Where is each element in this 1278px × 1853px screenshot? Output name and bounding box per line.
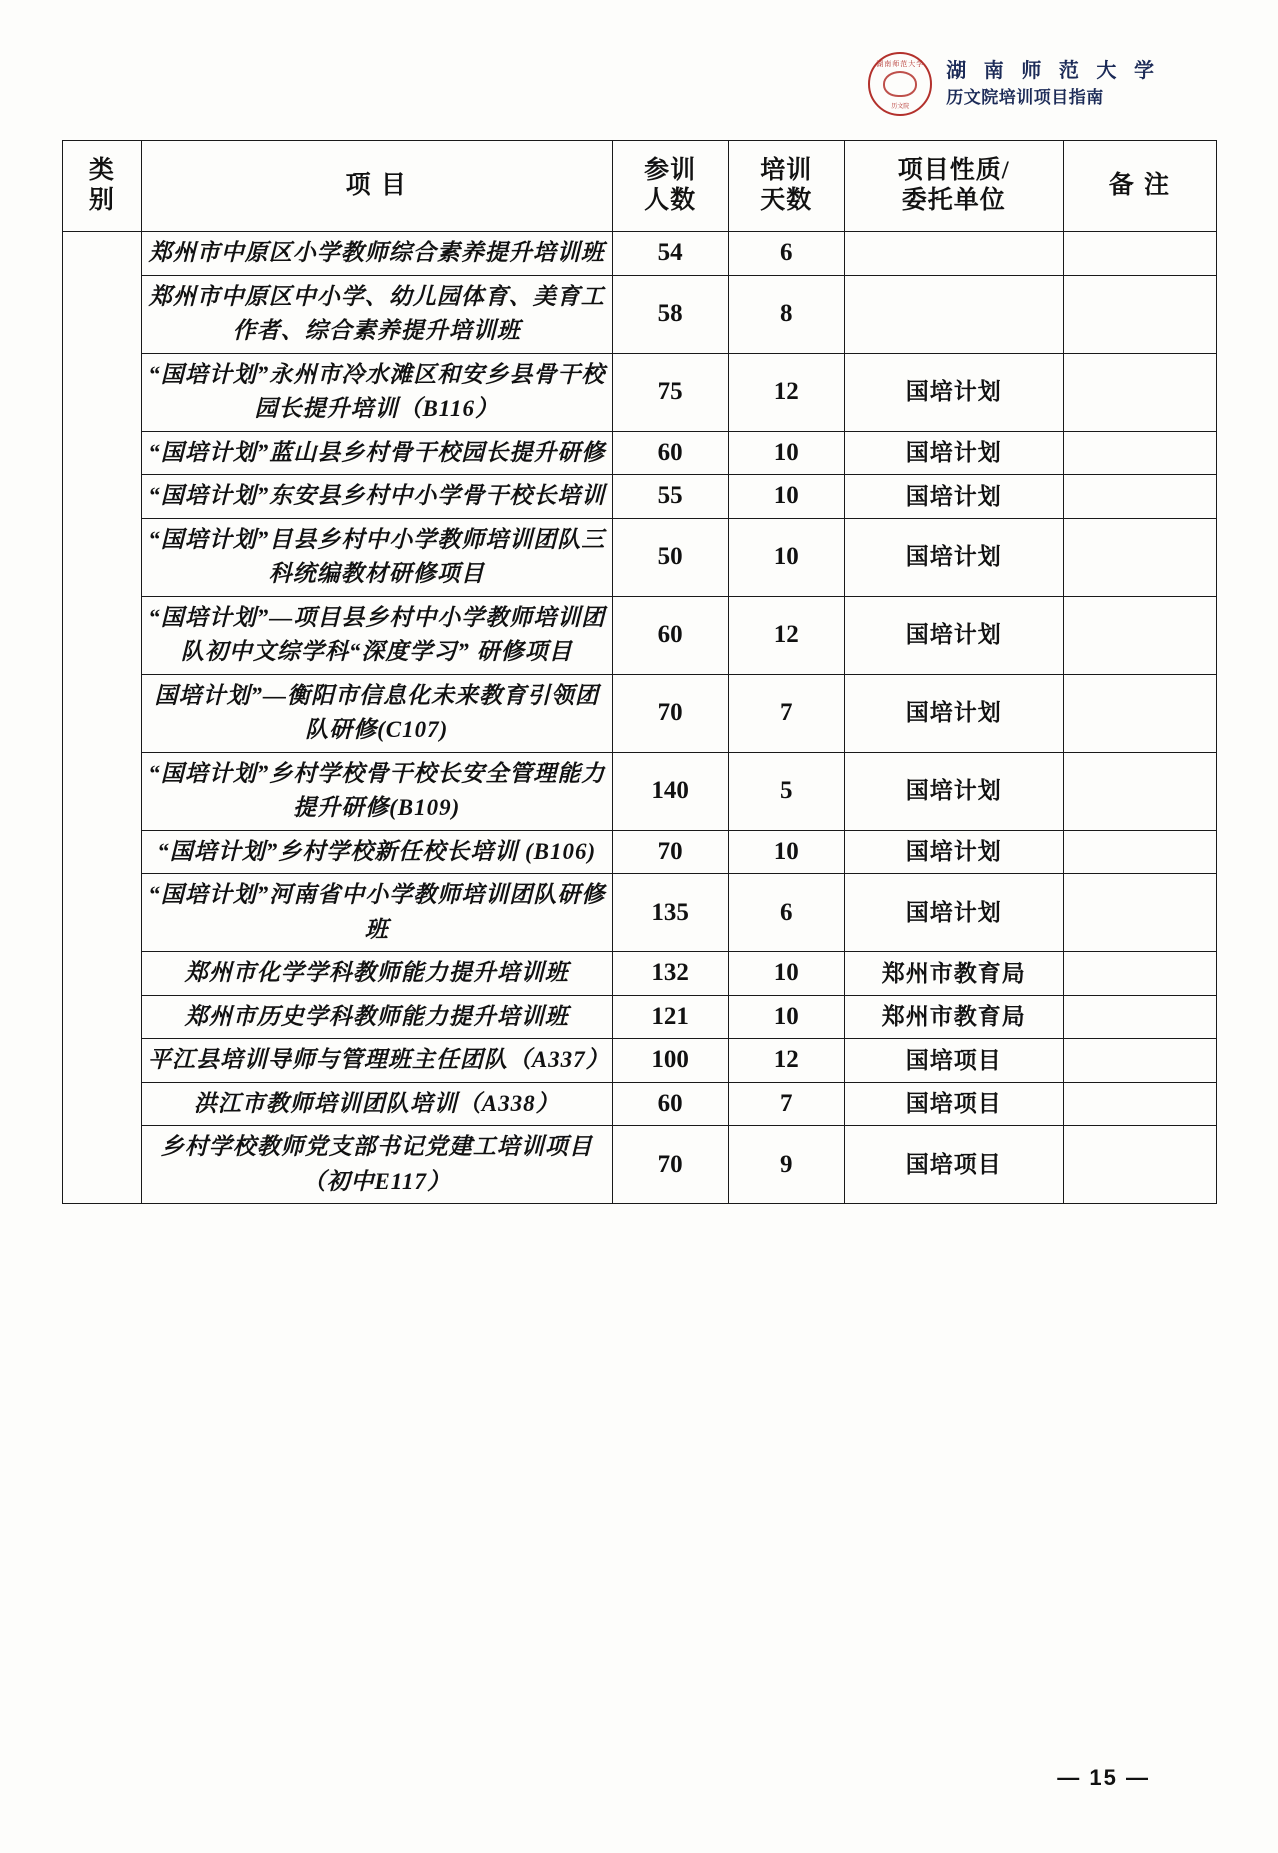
column-header-nature-line2: 委托单位 bbox=[901, 187, 1006, 214]
cell-trainees: 70 bbox=[612, 830, 728, 874]
cell-days: 5 bbox=[728, 752, 844, 830]
cell-project: “国培计划”东安县乡村中小学骨干校长培训 bbox=[141, 475, 612, 519]
cell-trainees: 54 bbox=[612, 232, 728, 276]
table-row bbox=[63, 596, 1217, 674]
table-row bbox=[63, 518, 1217, 596]
cell-project: 平江县培训导师与管理班主任团队（A337） bbox=[141, 1039, 612, 1083]
cell-project: 洪江市教师培训团队培训（A338） bbox=[141, 1082, 612, 1126]
cell-nature: 国培计划 bbox=[844, 752, 1063, 830]
page-number: — 15 — bbox=[1057, 1765, 1150, 1790]
cell-note bbox=[1063, 874, 1216, 952]
cell-trainees: 60 bbox=[612, 596, 728, 674]
cell-nature: 国培计划 bbox=[844, 674, 1063, 752]
table-row bbox=[63, 952, 1217, 996]
table-row bbox=[63, 674, 1217, 752]
organization-name: 湖 南 师 范 大 学 bbox=[946, 60, 1160, 83]
cell-days: 6 bbox=[728, 874, 844, 952]
cell-trainees: 70 bbox=[612, 1126, 728, 1204]
cell-trainees: 135 bbox=[612, 874, 728, 952]
cell-nature bbox=[844, 275, 1063, 353]
cell-note bbox=[1063, 1126, 1216, 1204]
table-row bbox=[63, 752, 1217, 830]
cell-nature: 国培项目 bbox=[844, 1039, 1063, 1083]
cell-project: 国培计划”—衡阳市信息化未来教育引领团队研修(C107) bbox=[141, 674, 612, 752]
cell-note bbox=[1063, 431, 1216, 475]
cell-project: “国培计划”—项目县乡村中小学教师培训团队初中文综学科“深度学习” 研修项目 bbox=[141, 596, 612, 674]
cell-nature: 郑州市教育局 bbox=[844, 995, 1063, 1039]
cell-trainees: 75 bbox=[612, 353, 728, 431]
cell-project: 郑州市中原区中小学、幼儿园体育、美育工作者、综合素养提升培训班 bbox=[141, 275, 612, 353]
cell-days: 10 bbox=[728, 475, 844, 519]
seal-top-text: 湖南师范大学 bbox=[876, 60, 925, 68]
cell-project: “国培计划”永州市冷水滩区和安乡县骨干校园长提升培训（B116） bbox=[141, 353, 612, 431]
table-row bbox=[63, 275, 1217, 353]
cell-note bbox=[1063, 475, 1216, 519]
cell-project: 郑州市化学学科教师能力提升培训班 bbox=[141, 952, 612, 996]
table-row bbox=[63, 232, 1217, 276]
cell-note bbox=[1063, 275, 1216, 353]
cell-nature: 国培计划 bbox=[844, 596, 1063, 674]
table-row bbox=[63, 995, 1217, 1039]
cell-days: 8 bbox=[728, 275, 844, 353]
cell-nature: 国培计划 bbox=[844, 830, 1063, 874]
column-header-category bbox=[63, 141, 142, 232]
column-header-category-line2: 别 bbox=[88, 187, 115, 214]
table-row bbox=[63, 1039, 1217, 1083]
table-row bbox=[63, 1082, 1217, 1126]
table-body bbox=[63, 232, 1217, 1204]
document-title: 历文院培训项目指南 bbox=[946, 88, 1104, 108]
table-row bbox=[63, 1126, 1217, 1204]
cell-days: 10 bbox=[728, 518, 844, 596]
cell-note bbox=[1063, 752, 1216, 830]
cell-days: 6 bbox=[728, 232, 844, 276]
table-row bbox=[63, 475, 1217, 519]
cell-nature: 国培项目 bbox=[844, 1126, 1063, 1204]
cell-nature: 郑州市教育局 bbox=[844, 952, 1063, 996]
cell-days: 9 bbox=[728, 1126, 844, 1204]
cell-nature: 国培计划 bbox=[844, 874, 1063, 952]
cell-project: 郑州市历史学科教师能力提升培训班 bbox=[141, 995, 612, 1039]
column-header-category-line1: 类 bbox=[88, 157, 115, 184]
cell-trainees: 50 bbox=[612, 518, 728, 596]
cell-note bbox=[1063, 995, 1216, 1039]
cell-trainees: 140 bbox=[612, 752, 728, 830]
cell-note bbox=[1063, 596, 1216, 674]
cell-project: “国培计划”乡村学校新任校长培训 (B106) bbox=[141, 830, 612, 874]
header-text-block bbox=[946, 57, 1160, 111]
column-header-project: 项 目 bbox=[141, 141, 612, 232]
cell-trainees: 60 bbox=[612, 1082, 728, 1126]
cell-note bbox=[1063, 674, 1216, 752]
cell-note bbox=[1063, 1082, 1216, 1126]
cell-nature: 国培计划 bbox=[844, 518, 1063, 596]
training-projects-table bbox=[62, 140, 1217, 1204]
cell-trainees: 70 bbox=[612, 674, 728, 752]
column-header-nature-line1: 项目性质/ bbox=[897, 157, 1010, 184]
cell-days: 10 bbox=[728, 431, 844, 475]
cell-project: “国培计划”河南省中小学教师培训团队研修班 bbox=[141, 874, 612, 952]
seal-bottom-text: 历文院 bbox=[891, 104, 910, 110]
cell-nature: 国培项目 bbox=[844, 1082, 1063, 1126]
cell-nature: 国培计划 bbox=[844, 431, 1063, 475]
table-row bbox=[63, 874, 1217, 952]
cell-trainees: 55 bbox=[612, 475, 728, 519]
column-header-trainees bbox=[612, 141, 728, 232]
cell-trainees: 60 bbox=[612, 431, 728, 475]
cell-days: 7 bbox=[728, 674, 844, 752]
column-header-days-line2: 天数 bbox=[760, 187, 813, 214]
cell-note bbox=[1063, 830, 1216, 874]
cell-note bbox=[1063, 1039, 1216, 1083]
cell-trainees: 100 bbox=[612, 1039, 728, 1083]
cell-days: 7 bbox=[728, 1082, 844, 1126]
column-header-nature bbox=[844, 141, 1063, 232]
cell-note bbox=[1063, 518, 1216, 596]
column-header-note: 备 注 bbox=[1063, 141, 1216, 232]
cell-days: 12 bbox=[728, 1039, 844, 1083]
cell-note bbox=[1063, 952, 1216, 996]
cell-days: 10 bbox=[728, 830, 844, 874]
column-header-trainees-line1: 参训 bbox=[644, 157, 697, 184]
column-header-trainees-line2: 人数 bbox=[644, 187, 697, 214]
cell-days: 10 bbox=[728, 995, 844, 1039]
cell-nature: 国培计划 bbox=[844, 475, 1063, 519]
column-header-days-line1: 培训 bbox=[760, 157, 813, 184]
cell-project: “国培计划”蓝山县乡村骨干校园长提升研修 bbox=[141, 431, 612, 475]
document-header bbox=[868, 52, 1160, 116]
cell-project: “国培计划”目县乡村中小学教师培训团队三科统编教材研修项目 bbox=[141, 518, 612, 596]
cell-note bbox=[1063, 232, 1216, 276]
cell-project: “国培计划”乡村学校骨干校长安全管理能力提升研修(B109) bbox=[141, 752, 612, 830]
cell-nature bbox=[844, 232, 1063, 276]
cell-category bbox=[63, 232, 142, 1204]
cell-days: 10 bbox=[728, 952, 844, 996]
cell-trainees: 132 bbox=[612, 952, 728, 996]
table-row bbox=[63, 353, 1217, 431]
cell-trainees: 58 bbox=[612, 275, 728, 353]
table-row bbox=[63, 431, 1217, 475]
cell-trainees: 121 bbox=[612, 995, 728, 1039]
cell-project: 郑州市中原区小学教师综合素养提升培训班 bbox=[141, 232, 612, 276]
university-seal-icon bbox=[868, 52, 932, 116]
column-header-days bbox=[728, 141, 844, 232]
cell-note bbox=[1063, 353, 1216, 431]
table-row bbox=[63, 830, 1217, 874]
cell-nature: 国培计划 bbox=[844, 353, 1063, 431]
cell-days: 12 bbox=[728, 353, 844, 431]
cell-project: 乡村学校教师党支部书记党建工培训项目（初中E117） bbox=[141, 1126, 612, 1204]
table-header-row bbox=[63, 141, 1217, 232]
cell-days: 12 bbox=[728, 596, 844, 674]
